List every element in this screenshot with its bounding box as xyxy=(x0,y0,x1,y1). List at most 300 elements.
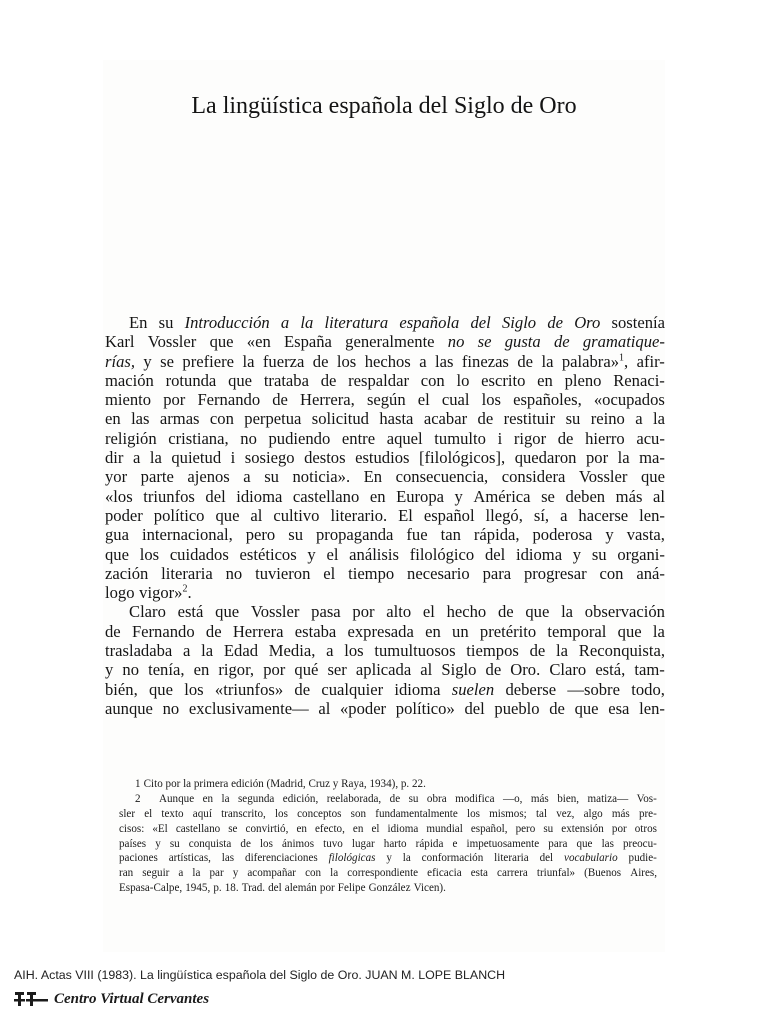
word: político xyxy=(153,505,205,525)
word: hasta xyxy=(379,409,414,429)
word: fue xyxy=(406,525,428,545)
word: ánimos xyxy=(281,837,315,850)
footnote-2-line xyxy=(119,851,657,866)
word: tiempos xyxy=(466,641,519,661)
word: tumulto xyxy=(434,428,486,448)
word: dir xyxy=(105,448,124,468)
word: de xyxy=(485,660,502,680)
word: poderosa xyxy=(532,525,593,545)
word: Reconquista, xyxy=(578,641,665,661)
word: Herrera, xyxy=(300,390,355,410)
footnote-2-line xyxy=(119,866,657,881)
page-title: La lingüística española del Siglo de Oro xyxy=(191,93,577,119)
word: que xyxy=(209,332,234,352)
word: paciones xyxy=(119,852,158,865)
word: gua xyxy=(105,525,129,545)
word: reelaborada, xyxy=(326,792,382,805)
word: su xyxy=(565,409,581,429)
word: aplicada xyxy=(355,660,412,680)
word: tumultuosos xyxy=(374,641,456,661)
word: len- xyxy=(639,505,665,525)
word: consecuencia, xyxy=(395,467,489,487)
footnote-number: 2 xyxy=(135,792,141,805)
word: conquista xyxy=(188,837,232,850)
word: En xyxy=(363,467,383,487)
word: lugar xyxy=(351,837,375,850)
word: texto xyxy=(161,807,184,820)
word: noticia». xyxy=(292,467,351,487)
word: filológicas xyxy=(328,852,376,865)
word: de xyxy=(320,370,337,390)
word: «los xyxy=(105,486,133,506)
word: correspondiente xyxy=(347,867,419,880)
word: escrito xyxy=(481,370,526,390)
word: y xyxy=(143,351,152,371)
word: más xyxy=(611,807,630,820)
word: (Buenos xyxy=(584,867,622,880)
word: el xyxy=(422,602,435,622)
word: literatura xyxy=(324,313,389,332)
word: países xyxy=(119,837,147,850)
word: rigor, xyxy=(218,660,255,680)
word: llegó, xyxy=(485,505,523,525)
word: reino xyxy=(590,409,625,429)
word: América xyxy=(473,486,531,506)
word: rápida xyxy=(415,837,444,850)
word: i xyxy=(497,428,503,448)
word: y xyxy=(454,486,463,506)
word: rigor xyxy=(513,428,547,448)
word: España xyxy=(284,332,332,352)
word: a xyxy=(560,505,568,525)
word: Claro xyxy=(549,660,587,680)
word: aquí xyxy=(192,807,212,820)
word: de xyxy=(240,837,251,850)
word: la xyxy=(330,867,339,880)
word: conformación xyxy=(421,852,484,865)
word: de xyxy=(549,698,565,718)
brand-link[interactable] xyxy=(14,990,209,1008)
word: pretérito xyxy=(479,621,537,641)
word: acompañar xyxy=(247,867,297,880)
word: perpetua xyxy=(244,409,302,429)
word: son xyxy=(350,807,367,820)
word: literaria xyxy=(494,852,529,865)
word: por xyxy=(163,390,186,410)
word: tiempo xyxy=(348,563,395,583)
word: religión xyxy=(105,428,157,448)
word: de xyxy=(553,332,570,352)
text-line xyxy=(105,660,665,679)
word: los xyxy=(481,390,501,410)
word: que xyxy=(574,698,599,718)
word: e xyxy=(452,837,458,850)
word: modifica xyxy=(455,792,495,805)
word: del xyxy=(268,882,282,895)
word: alemán xyxy=(284,882,317,895)
word: que xyxy=(576,837,593,850)
word: finezas xyxy=(461,351,509,371)
word: cual xyxy=(441,390,470,410)
word: de xyxy=(105,621,121,641)
word: pudiendo xyxy=(268,428,331,448)
word: mación xyxy=(105,370,154,390)
word: cuidados xyxy=(169,544,229,564)
word: se xyxy=(228,822,238,835)
word: sosiego xyxy=(244,448,295,468)
word: —sobre xyxy=(567,679,620,699)
word: que xyxy=(228,370,253,390)
text-line xyxy=(105,313,665,332)
text-line xyxy=(105,409,665,428)
word: en xyxy=(105,409,121,429)
word: por xyxy=(319,882,335,895)
body-text xyxy=(105,313,665,718)
word: y xyxy=(232,867,239,880)
word: de xyxy=(529,641,546,661)
word: cualquier xyxy=(321,679,384,699)
word: alto xyxy=(386,602,412,622)
word: no xyxy=(240,428,257,448)
word: se xyxy=(541,486,555,506)
word: Aunque xyxy=(159,792,195,805)
word: poder xyxy=(105,505,143,525)
word: hierro xyxy=(585,428,625,448)
word: quedaron xyxy=(514,448,577,468)
word: convirtió, xyxy=(245,822,289,835)
word: ran xyxy=(119,867,134,880)
word: de xyxy=(557,428,574,448)
word: de xyxy=(497,602,514,622)
word: vez, xyxy=(556,807,575,820)
word: ma- xyxy=(639,448,665,468)
text-line xyxy=(105,448,665,467)
word: tenía, xyxy=(148,660,185,680)
word: con xyxy=(209,409,234,429)
word: tal xyxy=(535,807,548,820)
word: Media, xyxy=(268,641,316,661)
word: par xyxy=(209,867,224,880)
word: la xyxy=(221,792,230,805)
word: la xyxy=(653,409,665,429)
word: tam- xyxy=(634,660,665,680)
word: yor xyxy=(105,467,128,487)
word: la xyxy=(300,313,314,332)
word: que xyxy=(149,679,173,699)
word: su xyxy=(543,822,554,835)
word: aná- xyxy=(636,563,665,583)
word: deben xyxy=(565,486,606,506)
word: palabra»$^1$, xyxy=(561,351,629,371)
word: literaria xyxy=(161,563,213,583)
word: todo, xyxy=(631,679,665,699)
word: ser xyxy=(327,660,347,680)
word: su xyxy=(169,837,180,850)
word: pre- xyxy=(638,807,657,820)
word: sostenía xyxy=(611,313,665,332)
word: Felipe xyxy=(337,882,366,895)
word: por xyxy=(263,660,286,680)
word: las xyxy=(221,852,235,865)
word: hechos xyxy=(364,351,411,371)
word: las xyxy=(435,351,454,371)
word: Fernando xyxy=(197,390,261,410)
text-line xyxy=(105,602,665,621)
word: trataba xyxy=(263,370,309,390)
word: político» xyxy=(395,698,455,718)
word: algo xyxy=(583,807,603,820)
text-line xyxy=(105,564,665,583)
word: castellano xyxy=(175,822,221,835)
word: organi- xyxy=(617,544,665,564)
word: a xyxy=(419,351,427,371)
word: los xyxy=(184,679,204,699)
word: con xyxy=(305,867,322,880)
word: del xyxy=(484,544,506,564)
word: al xyxy=(652,486,665,506)
word: artísticas, xyxy=(168,852,211,865)
word: la xyxy=(652,621,665,641)
word: respaldar xyxy=(348,370,409,390)
word: en xyxy=(202,792,214,805)
word: necesario xyxy=(407,563,470,583)
footnote-number: 1 xyxy=(135,778,141,790)
word: mismos; xyxy=(489,807,527,820)
word: españoles, xyxy=(513,390,582,410)
word: en xyxy=(369,486,386,506)
word: idioma xyxy=(236,486,283,506)
word: el xyxy=(323,563,336,583)
word: pasa xyxy=(311,602,341,622)
word: bién, xyxy=(105,679,138,699)
word: otros xyxy=(634,822,657,835)
word: la xyxy=(201,641,214,661)
word: y xyxy=(386,852,392,865)
word: de xyxy=(477,409,494,429)
word: el xyxy=(417,390,430,410)
word: fundamentalmente xyxy=(375,807,458,820)
footnotes xyxy=(119,777,657,896)
word: matiza— xyxy=(587,792,629,805)
word: gusta xyxy=(504,332,541,352)
word: entre xyxy=(341,428,376,448)
word: acu- xyxy=(636,428,665,448)
word: internacional, xyxy=(141,525,233,545)
word: a xyxy=(178,867,184,880)
text-line xyxy=(105,545,665,564)
word: Vicen). xyxy=(413,882,446,895)
word: más xyxy=(530,792,549,805)
word: impetuosamente xyxy=(466,837,540,850)
word: restituir xyxy=(503,409,556,429)
word: del xyxy=(464,698,485,718)
word: pleno xyxy=(564,370,602,390)
word: hacerse xyxy=(578,505,629,525)
text-line xyxy=(105,506,665,525)
footnote-1 xyxy=(119,777,657,792)
word: prefiere xyxy=(182,351,235,371)
word: los xyxy=(344,641,364,661)
text-line xyxy=(105,641,665,660)
word: de xyxy=(517,351,534,371)
footnote-2-line xyxy=(119,807,657,822)
word: mundial xyxy=(426,822,463,835)
word: conceptos xyxy=(297,807,342,820)
footnote-2-line xyxy=(119,822,657,837)
word: la xyxy=(242,351,255,371)
word: deberse xyxy=(505,679,557,699)
footnote-text: Cito por la primera edición (Madrid, Cruz y Raya, 1934), p. 22. xyxy=(143,778,426,790)
word: qué xyxy=(294,660,319,680)
word: extensión xyxy=(561,822,604,835)
word: cristiana, xyxy=(168,428,229,448)
word: Europa xyxy=(396,486,444,506)
word: más xyxy=(615,486,643,506)
word: Espasa-Calpe, xyxy=(119,882,183,895)
word: Claro xyxy=(129,602,166,622)
word: la xyxy=(149,448,162,468)
word: 1945, xyxy=(185,882,211,895)
word: al xyxy=(318,698,331,718)
text-line xyxy=(105,332,665,351)
text-line xyxy=(105,583,665,602)
footnote-2-line xyxy=(119,792,657,807)
text-line xyxy=(105,487,665,506)
word: que xyxy=(215,505,240,525)
word: de xyxy=(294,679,311,699)
word: su xyxy=(288,525,303,545)
word: a xyxy=(132,448,141,468)
word: en xyxy=(425,621,441,641)
word: «poder xyxy=(340,698,387,718)
word: los xyxy=(467,807,480,820)
footnote-2-line xyxy=(119,837,657,852)
word: con xyxy=(599,563,624,583)
word: rías, xyxy=(105,351,135,371)
word: Trad. xyxy=(241,882,266,895)
word: esa xyxy=(608,698,630,718)
word: Introducción xyxy=(184,313,270,332)
word: la xyxy=(617,448,630,468)
word: las xyxy=(131,409,150,429)
word: triunfos xyxy=(143,486,195,506)
word: suelen xyxy=(451,679,495,699)
word: pero xyxy=(515,822,536,835)
word: ajenos xyxy=(187,467,230,487)
word: que xyxy=(525,602,550,622)
word: Oro xyxy=(574,313,601,332)
word: gramatique- xyxy=(582,332,665,352)
word: el xyxy=(371,822,380,835)
word: armas xyxy=(159,409,200,429)
word: no xyxy=(162,698,180,718)
word: los xyxy=(139,544,160,564)
word: exclusivamente— xyxy=(188,698,309,718)
word: estudios xyxy=(355,448,410,468)
word: aunque xyxy=(105,698,153,718)
word: el xyxy=(144,807,153,820)
word: se xyxy=(160,351,174,371)
word: —o, xyxy=(502,792,523,805)
word: el xyxy=(326,544,339,564)
brand-name: Centro Virtual Cervantes xyxy=(54,990,210,1007)
citation-footer: AIH. Actas VIII (1983). La lingüística española del Siglo de Oro. JUAN M. LOPE BLANCH xyxy=(14,968,506,982)
word: los xyxy=(336,351,357,371)
word: que xyxy=(215,602,240,622)
word: al xyxy=(420,660,433,680)
text-line xyxy=(105,371,665,390)
word: [filológicos], xyxy=(419,448,506,468)
word: transcrito, xyxy=(221,807,266,820)
word: la xyxy=(402,852,411,865)
word: castellano xyxy=(292,486,360,506)
word: Aires, xyxy=(630,867,657,880)
word: zación xyxy=(105,563,149,583)
word: El xyxy=(398,505,413,525)
word: p. xyxy=(213,882,222,895)
word: su xyxy=(264,467,279,487)
word: en xyxy=(537,370,553,390)
word: tan xyxy=(440,525,461,545)
word: afir- xyxy=(636,351,665,371)
word: tuvieron xyxy=(255,563,311,583)
word: al xyxy=(250,505,263,525)
word: un xyxy=(452,621,469,641)
word: a xyxy=(280,313,290,332)
word: Vos- xyxy=(636,792,657,805)
word: Vossler xyxy=(250,602,300,622)
word: Siglo xyxy=(441,660,477,680)
word: de xyxy=(312,351,329,371)
text-line xyxy=(105,622,665,641)
word: «en xyxy=(246,332,271,352)
word: vocabulario xyxy=(564,852,618,865)
word: que xyxy=(617,621,642,641)
word: «triunfos» xyxy=(214,679,284,699)
word: su xyxy=(591,544,607,564)
text-line xyxy=(105,699,665,718)
word: 18. xyxy=(224,882,239,895)
word: Karl xyxy=(105,332,135,352)
text-line xyxy=(105,429,665,448)
word: Oro. xyxy=(510,660,541,680)
word: obra xyxy=(426,792,447,805)
word: Edad xyxy=(223,641,259,661)
word: logo xyxy=(105,583,135,603)
word: y xyxy=(605,525,614,545)
word: española xyxy=(399,313,460,332)
word: temporal xyxy=(547,621,607,641)
word: los xyxy=(259,837,273,850)
word: de xyxy=(547,313,563,332)
word: triunfal» xyxy=(536,867,576,880)
word: propaganda xyxy=(316,525,394,545)
word: rotunda xyxy=(165,370,217,390)
word: Renaci- xyxy=(613,370,665,390)
word: literario. xyxy=(330,505,388,525)
word: pudie- xyxy=(628,852,657,865)
word: En xyxy=(129,313,148,332)
text-line xyxy=(105,390,665,409)
word: vasta, xyxy=(626,525,665,545)
word: no xyxy=(122,660,139,680)
word: sí, xyxy=(533,505,550,525)
word: vigor»$^2$. xyxy=(139,583,192,603)
text-line xyxy=(105,467,665,486)
word: según xyxy=(366,390,406,410)
word: Fernando xyxy=(131,621,195,641)
word: harto xyxy=(383,837,407,850)
